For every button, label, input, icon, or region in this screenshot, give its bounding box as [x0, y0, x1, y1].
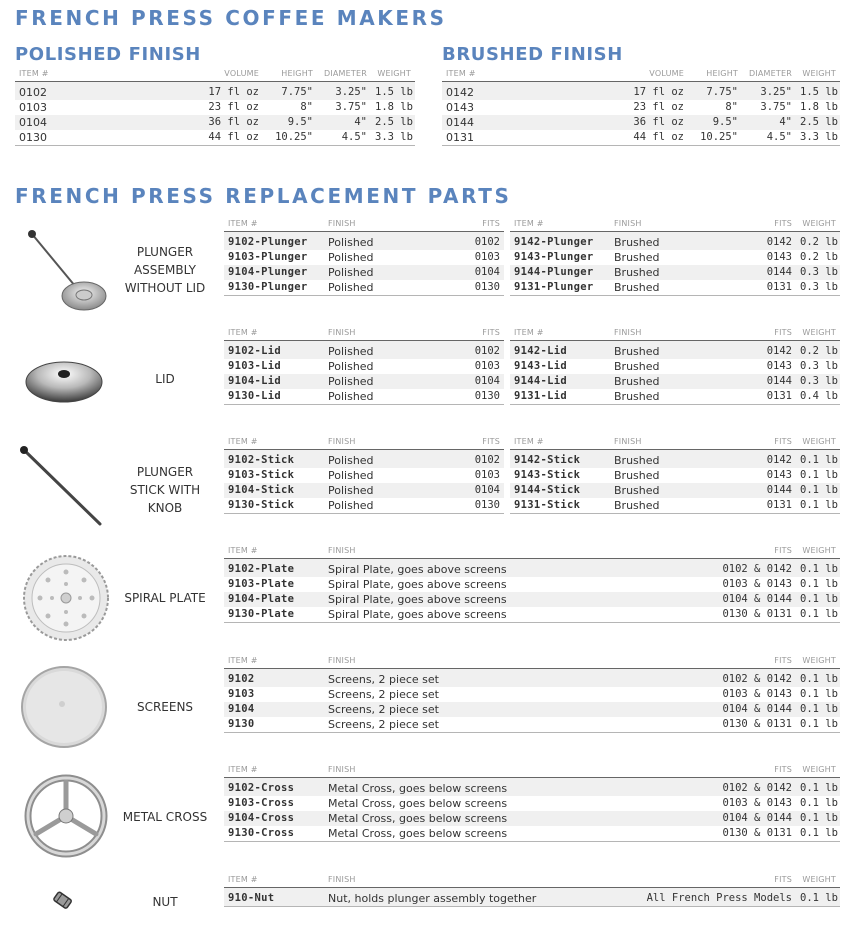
column-header: HEIGHT — [263, 66, 317, 82]
table-cell: 0131 — [730, 389, 796, 405]
column-header: WEIGHT — [796, 325, 840, 341]
table-row — [224, 265, 840, 280]
table-row — [224, 280, 840, 296]
table-cell: Polished — [328, 360, 374, 373]
table-cell: 0.1 lb — [796, 559, 840, 578]
table-header-row — [224, 434, 840, 450]
table-cell: 0.2 lb — [800, 251, 838, 263]
table-row — [224, 483, 840, 498]
nut-table — [224, 872, 840, 907]
table-cell: 0143 — [446, 101, 474, 114]
table-cell: 0104 — [434, 265, 504, 280]
table-cell: 0130 & 0131 — [624, 826, 796, 842]
table-cell: 7.75" — [263, 82, 317, 101]
table-cell: Polished — [324, 483, 434, 498]
column-header: ITEM # — [510, 216, 610, 232]
table-cell: 4.5" — [742, 130, 796, 146]
table-cell: 23 fl oz — [633, 101, 684, 113]
table-row — [15, 82, 415, 101]
table-cell: 0103 — [474, 251, 500, 263]
table-cell: Polished — [324, 498, 434, 514]
table-cell: Brushed — [614, 469, 660, 482]
column-header: FITS — [624, 762, 796, 778]
table-cell: Brushed — [610, 341, 730, 360]
table-cell: 10.25" — [688, 130, 742, 146]
spiral-plate-table — [224, 543, 840, 623]
table-row — [224, 592, 840, 607]
column-header: ITEM # — [510, 325, 610, 341]
table-cell: 0.3 lb — [800, 360, 838, 372]
table-cell: Spiral Plate, goes above screens — [324, 607, 624, 623]
table-cell: 0103 — [19, 101, 47, 114]
table-cell: 2.5 lb — [371, 115, 415, 130]
table-cell: 9104-Stick — [224, 483, 324, 498]
table-cell: Metal Cross, goes below screens — [324, 778, 624, 797]
part-label: PLUNGER ASSEMBLY WITHOUT LID — [124, 245, 206, 295]
column-header: DIAMETER — [742, 66, 796, 82]
table-cell: 0.1 lb — [796, 702, 840, 717]
column-header: ITEM # — [510, 434, 610, 450]
table-cell: 3.3 lb — [371, 130, 415, 146]
table-cell: Polished — [328, 469, 374, 482]
table-cell: 10.25" — [263, 130, 317, 146]
column-header: WEIGHT — [796, 434, 840, 450]
column-header: FINISH — [324, 543, 624, 559]
column-header: FITS — [730, 434, 796, 450]
table-row — [224, 559, 840, 578]
table-row — [442, 115, 840, 130]
table-cell: 9130-Stick — [224, 498, 324, 514]
table-row — [224, 577, 840, 592]
table-header-row — [224, 325, 840, 341]
table-cell: 0102 & 0142 — [624, 559, 796, 578]
table-row — [442, 82, 840, 101]
table-cell: 0130 — [434, 498, 504, 514]
table-cell: 1.8 lb — [375, 101, 413, 113]
table-cell: 9103-Plate — [228, 578, 295, 590]
table-cell: 0.1 lb — [796, 826, 840, 842]
table-cell: 0.2 lb — [796, 341, 840, 360]
table-row — [224, 468, 840, 483]
column-header: FINISH — [324, 872, 624, 888]
column-header: ITEM # — [224, 543, 324, 559]
table-cell: 0143 — [766, 251, 792, 263]
table-cell: 9.5" — [263, 115, 317, 130]
table-cell: 0.3 lb — [796, 280, 840, 296]
table-cell: 8" — [725, 101, 738, 113]
plunger-assembly-icon — [12, 222, 112, 312]
column-header: FINISH — [324, 762, 624, 778]
table-cell: 4" — [742, 115, 796, 130]
table-cell: Brushed — [610, 232, 730, 251]
table-cell: 0103 & 0143 — [722, 688, 792, 700]
table-cell: 9104-Lid — [224, 374, 324, 389]
table-cell: 0.1 lb — [796, 811, 840, 826]
table-cell: Brushed — [614, 360, 660, 373]
table-row — [224, 374, 840, 389]
table-cell: 0144 — [730, 483, 796, 498]
table-cell: Spiral Plate, goes above screens — [324, 592, 624, 607]
table-cell: 9144-Lid — [510, 374, 610, 389]
column-header: VOLUME — [592, 66, 688, 82]
table-cell: 9142-Lid — [510, 341, 610, 360]
nut-icon — [12, 886, 112, 916]
table-cell: 0.1 lb — [796, 717, 840, 733]
column-header: FITS — [434, 325, 504, 341]
plunger-stick-table — [224, 434, 840, 514]
table-cell: Spiral Plate, goes above screens — [324, 559, 624, 578]
table-cell: Brushed — [610, 450, 730, 469]
table-row — [224, 607, 840, 623]
column-header: HEIGHT — [688, 66, 742, 82]
table-cell: 36 fl oz — [592, 115, 688, 130]
table-cell: 9.5" — [688, 115, 742, 130]
table-cell: 9144-Stick — [510, 483, 610, 498]
table-row — [15, 115, 415, 130]
table-cell: 0130 — [434, 389, 504, 405]
table-cell: 0130 — [434, 280, 504, 296]
table-cell: Nut, holds plunger assembly together — [324, 888, 624, 907]
table-cell: Screens, 2 piece set — [324, 669, 624, 688]
part-label: SCREENS — [136, 700, 194, 714]
table-cell: Spiral Plate, goes above screens — [328, 578, 507, 591]
table-cell: 0104 & 0144 — [624, 592, 796, 607]
column-header: ITEM # — [224, 872, 324, 888]
column-header: FINISH — [610, 434, 730, 450]
column-header: FITS — [624, 543, 796, 559]
table-row — [224, 687, 840, 702]
table-cell: 0130 & 0131 — [624, 717, 796, 733]
column-header: ITEM # — [224, 762, 324, 778]
table-cell: 9103-Cross — [228, 797, 295, 809]
table-cell: 0104 — [15, 115, 165, 130]
table-cell: 0.3 lb — [796, 265, 840, 280]
table-cell: 9103-Stick — [228, 469, 295, 481]
table-cell: 0104 & 0144 — [624, 811, 796, 826]
plunger-stick-icon — [12, 440, 112, 532]
table-row — [224, 888, 840, 907]
polished-finish-title: POLISHED FINISH — [15, 44, 201, 65]
column-header: FITS — [730, 325, 796, 341]
table-cell: 0103 & 0143 — [722, 578, 792, 590]
polished-finish-table — [15, 66, 415, 146]
table-header-row — [224, 216, 840, 232]
table-cell: 0.1 lb — [796, 498, 840, 514]
table-cell: Polished — [328, 251, 374, 264]
table-cell: 0104 — [434, 374, 504, 389]
table-cell: 0.1 lb — [800, 578, 838, 590]
table-cell: 9104-Plunger — [224, 265, 324, 280]
table-cell: 3.25" — [317, 82, 371, 101]
table-cell: 0104 — [434, 483, 504, 498]
column-header: FINISH — [324, 653, 624, 669]
table-cell: Brushed — [610, 265, 730, 280]
table-cell: 9104-Cross — [224, 811, 324, 826]
table-cell: Polished — [324, 280, 434, 296]
table-cell: 9103-Plunger — [228, 251, 308, 263]
table-cell: 9103 — [228, 688, 255, 700]
table-cell: 0.2 lb — [796, 232, 840, 251]
table-header-row — [224, 762, 840, 778]
table-cell: 1.5 lb — [371, 82, 415, 101]
table-cell: 9131-Stick — [510, 498, 610, 514]
plunger-assembly-table — [224, 216, 840, 296]
table-header-row — [224, 543, 840, 559]
table-cell: 0103 & 0143 — [722, 797, 792, 809]
column-header: WEIGHT — [796, 216, 840, 232]
table-row — [224, 359, 840, 374]
table-row — [224, 389, 840, 405]
table-cell: 0.1 lb — [796, 483, 840, 498]
table-row — [224, 778, 840, 797]
lid-icon — [12, 340, 112, 420]
table-cell: 44 fl oz — [592, 130, 688, 146]
column-header: FINISH — [324, 216, 434, 232]
table-cell: 9130-Cross — [224, 826, 324, 842]
table-cell: 9130-Plate — [224, 607, 324, 623]
brushed-finish-table — [442, 66, 840, 146]
part-label: PLUNGER STICK WITH KNOB — [129, 465, 201, 515]
table-cell: 9104 — [224, 702, 324, 717]
table-cell: 0143 — [766, 469, 792, 481]
table-cell: 3.25" — [742, 82, 796, 101]
table-header-row — [15, 66, 415, 82]
part-label: NUT — [152, 895, 178, 909]
table-cell: 0.1 lb — [796, 888, 840, 907]
table-cell: 0102 & 0142 — [624, 669, 796, 688]
table-row — [224, 702, 840, 717]
table-cell: 0102 & 0142 — [624, 778, 796, 797]
table-cell: 0.1 lb — [800, 469, 838, 481]
table-cell: 9103-Lid — [228, 360, 281, 372]
column-header: WEIGHT — [796, 872, 840, 888]
table-cell: 0.1 lb — [800, 797, 838, 809]
table-cell: 9102 — [224, 669, 324, 688]
column-header: FITS — [624, 653, 796, 669]
column-header: WEIGHT — [796, 653, 840, 669]
table-cell: Brushed — [614, 251, 660, 264]
table-cell: Brushed — [610, 374, 730, 389]
table-cell: 7.75" — [688, 82, 742, 101]
table-cell: 0104 & 0144 — [624, 702, 796, 717]
table-cell: Brushed — [610, 280, 730, 296]
table-row — [442, 130, 840, 146]
brushed-finish-title: BRUSHED FINISH — [442, 44, 623, 65]
page-title: FRENCH PRESS COFFEE MAKERS — [15, 6, 447, 30]
table-row — [15, 130, 415, 146]
table-cell: Polished — [324, 341, 434, 360]
table-cell: Polished — [324, 450, 434, 469]
table-cell: 4.5" — [317, 130, 371, 146]
column-header: FITS — [434, 216, 504, 232]
table-row — [224, 796, 840, 811]
screens-table — [224, 653, 840, 733]
part-label: SPIRAL PLATE — [124, 591, 206, 605]
column-header: FINISH — [610, 325, 730, 341]
table-header-row — [442, 66, 840, 82]
table-cell: 9142-Plunger — [510, 232, 610, 251]
lid-table — [224, 325, 840, 405]
table-cell: 0.1 lb — [796, 592, 840, 607]
table-cell: 0.1 lb — [796, 778, 840, 797]
column-header: WEIGHT — [796, 543, 840, 559]
table-cell: 0102 — [434, 341, 504, 360]
table-cell: 0.4 lb — [796, 389, 840, 405]
column-header: FITS — [730, 216, 796, 232]
parts-title: FRENCH PRESS REPLACEMENT PARTS — [15, 184, 512, 208]
table-cell: 3.75" — [760, 101, 792, 113]
column-header: ITEM # — [442, 66, 592, 82]
table-cell: Metal Cross, goes below screens — [324, 826, 624, 842]
table-cell: 9144-Plunger — [510, 265, 610, 280]
table-cell: 0143 — [766, 360, 792, 372]
table-cell: 0144 — [730, 374, 796, 389]
column-header: ITEM # — [224, 434, 324, 450]
table-cell: 0102 — [434, 232, 504, 251]
table-cell: 0.1 lb — [796, 607, 840, 623]
table-cell: 0103 — [474, 360, 500, 372]
table-row — [442, 100, 840, 115]
table-cell: 0144 — [442, 115, 592, 130]
table-cell: 9143-Stick — [514, 469, 581, 481]
table-cell: 0102 — [434, 450, 504, 469]
screens-icon — [12, 662, 112, 752]
table-cell: 0131 — [442, 130, 592, 146]
table-cell: Metal Cross, goes below screens — [328, 797, 508, 810]
table-cell: 0142 — [442, 82, 592, 101]
column-header: FITS — [624, 872, 796, 888]
column-header: WEIGHT — [796, 66, 840, 82]
column-header: ITEM # — [224, 325, 324, 341]
column-header: ITEM # — [15, 66, 165, 82]
table-row — [224, 826, 840, 842]
table-cell: Metal Cross, goes below screens — [324, 811, 624, 826]
column-header: WEIGHT — [796, 762, 840, 778]
table-row — [224, 811, 840, 826]
column-header: ITEM # — [224, 653, 324, 669]
table-cell: 9142-Stick — [510, 450, 610, 469]
column-header: WEIGHT — [371, 66, 415, 82]
table-cell: 9143-Lid — [514, 360, 567, 372]
table-cell: 9102-Lid — [224, 341, 324, 360]
table-cell: 9104-Plate — [224, 592, 324, 607]
table-row — [224, 498, 840, 514]
metal-cross-icon — [12, 770, 112, 862]
table-cell: 17 fl oz — [592, 82, 688, 101]
table-cell: 9102-Cross — [224, 778, 324, 797]
table-cell: 9102-Plunger — [224, 232, 324, 251]
metal-cross-table — [224, 762, 840, 842]
table-row — [224, 341, 840, 360]
table-cell: 9102-Stick — [224, 450, 324, 469]
table-cell: Polished — [324, 374, 434, 389]
table-cell: 44 fl oz — [165, 130, 263, 146]
table-cell: Polished — [324, 232, 434, 251]
table-cell: 4" — [317, 115, 371, 130]
table-header-row — [224, 653, 840, 669]
spiral-plate-icon — [12, 552, 112, 644]
table-cell: 1.5 lb — [796, 82, 840, 101]
table-cell: 910-Nut — [224, 888, 324, 907]
table-cell: 0130 & 0131 — [624, 607, 796, 623]
table-cell: 0.1 lb — [800, 688, 838, 700]
table-cell: 9102-Plate — [224, 559, 324, 578]
table-cell: Polished — [324, 389, 434, 405]
table-cell: 0130 — [15, 130, 165, 146]
part-label: METAL CROSS — [122, 810, 208, 824]
table-row — [224, 669, 840, 688]
table-cell: 0131 — [730, 498, 796, 514]
column-header: FITS — [434, 434, 504, 450]
table-row — [224, 250, 840, 265]
table-cell: Screens, 2 piece set — [324, 702, 624, 717]
table-header-row — [224, 872, 840, 888]
table-row — [224, 450, 840, 469]
table-cell: 9131-Lid — [510, 389, 610, 405]
table-cell: Brushed — [610, 389, 730, 405]
table-cell: 9143-Plunger — [514, 251, 594, 263]
table-cell: 8" — [300, 101, 313, 113]
table-cell: 0131 — [730, 280, 796, 296]
table-cell: Screens, 2 piece set — [324, 717, 624, 733]
table-cell: 0.1 lb — [796, 450, 840, 469]
column-header: FINISH — [610, 216, 730, 232]
table-cell: 0.3 lb — [796, 374, 840, 389]
column-header: VOLUME — [165, 66, 263, 82]
table-cell: 1.8 lb — [800, 101, 838, 113]
table-row — [224, 717, 840, 733]
part-label: LID — [155, 372, 175, 386]
table-cell: 23 fl oz — [208, 101, 259, 113]
table-row — [224, 232, 840, 251]
table-cell: 9130 — [224, 717, 324, 733]
table-cell: 36 fl oz — [165, 115, 263, 130]
table-cell: 9130-Lid — [224, 389, 324, 405]
column-header: FINISH — [324, 325, 434, 341]
table-cell: 3.75" — [335, 101, 367, 113]
table-cell: Screens, 2 piece set — [328, 688, 439, 701]
table-cell: 0.1 lb — [796, 669, 840, 688]
table-cell: All French Press Models — [624, 888, 796, 907]
column-header: FINISH — [324, 434, 434, 450]
table-cell: 0144 — [730, 265, 796, 280]
table-cell: 17 fl oz — [165, 82, 263, 101]
table-cell: 0142 — [730, 341, 796, 360]
table-cell: 9130-Plunger — [224, 280, 324, 296]
table-cell: 2.5 lb — [796, 115, 840, 130]
table-cell: Brushed — [610, 483, 730, 498]
table-cell: Brushed — [610, 498, 730, 514]
table-cell: 9131-Plunger — [510, 280, 610, 296]
column-header: ITEM # — [224, 216, 324, 232]
table-cell: 0142 — [730, 232, 796, 251]
table-cell: Polished — [324, 265, 434, 280]
table-cell: 0102 — [15, 82, 165, 101]
table-row — [15, 100, 415, 115]
table-cell: 0142 — [730, 450, 796, 469]
table-cell: 0103 — [474, 469, 500, 481]
table-cell: 3.3 lb — [796, 130, 840, 146]
column-header: DIAMETER — [317, 66, 371, 82]
